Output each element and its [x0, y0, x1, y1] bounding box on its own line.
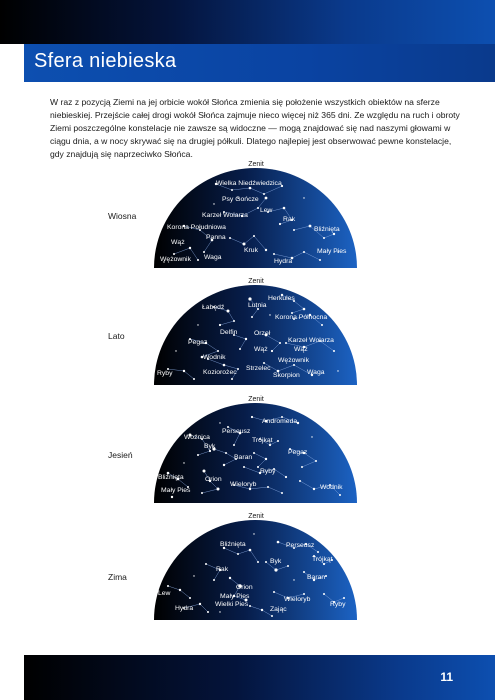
zenit-label: Zenit [248, 278, 264, 285]
constellation-label: Lew [260, 207, 273, 214]
constellation-label: Wodnik [320, 484, 343, 491]
constellation-label: Wieloryb [230, 481, 257, 488]
constellation-label: Wężownik [160, 256, 191, 263]
constellation-label: Wielka Niedźwiedzica [216, 180, 282, 187]
constellation-label: Wąż [254, 346, 268, 353]
zenit-label: Zenit [248, 396, 264, 403]
constellation-label: Pegaz [288, 449, 308, 456]
constellation-label: Korona Północna [275, 314, 328, 321]
season-label-spring: Wiosna [108, 211, 137, 221]
constellation-label: Wężownik [278, 357, 309, 364]
constellation-label: Bliźnięta [220, 541, 246, 548]
sky-dome-spring [154, 168, 357, 270]
constellation-label: Strzelec [246, 365, 271, 372]
constellation-label: Trójkąt [252, 437, 273, 444]
constellation-label: Trójkąt [312, 556, 333, 563]
constellation-label: Bliźnięta [314, 226, 340, 233]
constellation-label: Mały Pies [220, 593, 250, 600]
season-label-autumn: Jesień [108, 450, 133, 460]
constellation-label: Ryby [157, 370, 173, 377]
constellation-label: Rak [216, 566, 229, 573]
constellation-label: Andromeda [262, 418, 298, 425]
constellation-label: Panna [206, 234, 226, 241]
constellation-label: Wielki Pies [215, 601, 249, 608]
constellation-label: Pegaz [188, 339, 208, 346]
season-label-winter: Zima [108, 572, 127, 582]
constellation-label: Wieloryb [284, 596, 311, 603]
constellation-label: Byk [204, 443, 216, 450]
top-gradient-band [0, 0, 495, 44]
constellation-label: Lew [158, 590, 171, 597]
footer-band [24, 655, 495, 700]
constellation-label: Ryby [260, 468, 276, 475]
zenit-label: Zenit [248, 161, 264, 168]
constellation-label: Łabędź [202, 304, 225, 311]
constellation-label: Waga [204, 254, 222, 261]
constellation-label: Wodnik [203, 354, 226, 361]
constellation-label: Waga [307, 369, 325, 376]
constellation-label: Wąż [171, 239, 185, 246]
constellation-label: Kruk [244, 247, 258, 254]
sky-dome-autumn [154, 403, 357, 505]
page-number: 11 [440, 670, 453, 684]
constellation-label: Karzeł Wolarza [288, 337, 334, 344]
constellation-label: Koziorożec [203, 369, 237, 376]
constellation-label: Bliźnięta [158, 474, 184, 481]
constellation-label: Korona Południowa [167, 224, 226, 231]
constellation-label: Orzeł [254, 330, 271, 337]
constellation-label: Psy Gończe [222, 196, 259, 203]
constellation-label: Skorpion [273, 372, 300, 379]
constellation-label: Lutnia [248, 302, 267, 309]
constellation-label: Rak [283, 216, 296, 223]
constellation-label: Karzeł Wolarza [202, 212, 248, 219]
sky-dome-summer [154, 285, 357, 387]
constellation-label: Orion [236, 584, 253, 591]
constellation-label: Mały Pies [317, 248, 347, 255]
constellation-label: Delfin [220, 329, 238, 336]
constellation-label: Orion [205, 476, 222, 483]
page-title: Sfera niebieska [34, 50, 177, 72]
intro-paragraph: W raz z pozycją Ziemi na jej orbicie wokół Słońca zmienia się położenie wszystkich obiektów na sferze niebieskiej. Przejście całej drogi wokół Słońca zajmuje nieco więcej niż 365 dni. Ze względu na ruch i obroty Ziemi poszczególne konstelacje nie zawsze są widoczne — mogą znajdować się nad naszymi głowami w ciągu dnia, a w nocy skrywać się na drugiej półkuli. Dlatego najlepiej jest obserwować pewne konstelacje, gdy znajdują się naprzeciwko Słońca. [50, 97, 460, 159]
constellation-label: Hydra [274, 258, 293, 265]
constellation-label: Mały Pies [161, 487, 191, 494]
constellation-label: Zając [270, 606, 287, 613]
constellation-label: Perseusz [222, 428, 251, 435]
constellation-label: Baran [234, 454, 253, 461]
constellation-label: Byk [270, 558, 282, 565]
constellation-label: Baran [307, 574, 326, 581]
constellation-label: Hydra [175, 605, 194, 612]
constellation-label: Woźnica [184, 434, 210, 441]
constellation-label: Perseusz [286, 542, 315, 549]
zenit-label: Zenit [248, 513, 264, 520]
constellation-label: Herkules [268, 295, 295, 302]
constellation-label: Wąż [294, 346, 308, 353]
season-label-summer: Lato [108, 331, 125, 341]
sky-dome-winter [154, 520, 357, 622]
constellation-label: Ryby [330, 601, 346, 608]
